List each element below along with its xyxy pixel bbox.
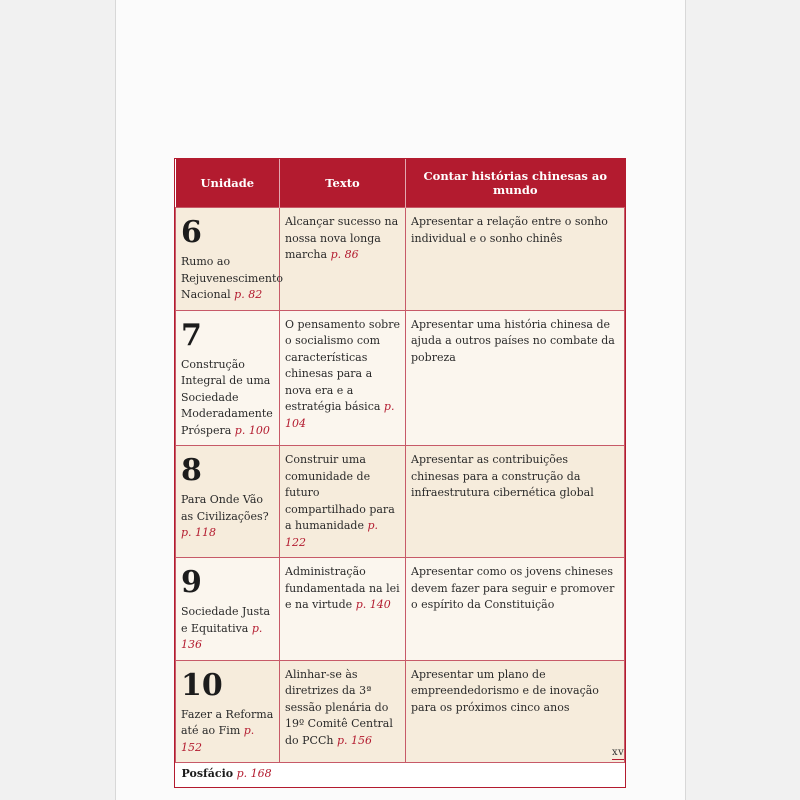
- unit-page-link[interactable]: p. 136: [181, 621, 263, 651]
- contents-table: [174, 158, 626, 788]
- text-title: Alcançar sucesso na nossa nova longa marcha: [285, 215, 399, 261]
- story-cell: Apresentar uma história chinesa de ajuda a outros países no combate da pobreza: [406, 310, 625, 446]
- text-page-link[interactable]: p. 104: [285, 400, 395, 430]
- story-cell: Apresentar como os jovens chineses devem fazer para seguir e promover o espírito da Constituição: [406, 558, 625, 661]
- unit-number: 6: [181, 215, 202, 250]
- unit-cell: [176, 446, 280, 558]
- unit-cell: [176, 208, 283, 311]
- unit-page-link[interactable]: p. 100: [234, 423, 270, 437]
- unit-number: 9: [181, 565, 202, 600]
- text-page-link[interactable]: p. 140: [355, 598, 391, 611]
- unit-cell: [176, 660, 280, 763]
- unit-page-link[interactable]: p. 118: [181, 526, 217, 539]
- unit-title: Para Onde Vão as Civilizações?: [181, 493, 269, 523]
- unit-number: 10: [181, 667, 223, 703]
- header-texto: Texto: [280, 159, 406, 208]
- header-contar-historias: Contar histórias chinesas ao mundo: [406, 159, 625, 208]
- unit-number: 7: [181, 317, 202, 353]
- header-row: [176, 159, 625, 208]
- footer-row: [176, 763, 625, 787]
- text-title: Administração fundamentada na lei e na virtude: [285, 565, 400, 611]
- folio-text: xv: [612, 747, 625, 758]
- unit-title: Sociedade Justa e Equitativa: [181, 605, 271, 635]
- header-unidade: Unidade: [176, 159, 280, 208]
- text-title: O pensamento sobre o socialismo com características chinesas para a nova era e a estratégia básica: [285, 317, 400, 413]
- unit-title: Rumo ao Rejuvenescimento Nacional: [181, 255, 283, 301]
- unit-cell: [176, 310, 280, 446]
- table-row: [176, 310, 625, 446]
- table-row: [176, 660, 625, 763]
- text-cell: [280, 558, 406, 661]
- footer-label: Posfácio: [181, 767, 234, 780]
- unit-number: 8: [181, 453, 202, 488]
- unit-page-link[interactable]: p. 152: [181, 724, 255, 754]
- text-cell: [280, 660, 406, 763]
- text-cell: [280, 208, 406, 311]
- table-row: [176, 558, 625, 661]
- unit-cell: [176, 558, 280, 661]
- text-page-link[interactable]: p. 156: [336, 733, 373, 747]
- footer-cell: [176, 763, 625, 787]
- text-page-link[interactable]: p. 86: [330, 248, 359, 261]
- unit-page-link[interactable]: p. 82: [234, 288, 263, 301]
- story-cell: Apresentar as contribuições chinesas para a construção da infraestrutura cibernética global: [406, 446, 625, 558]
- story-cell: Apresentar um plano de empreendedorismo e de inovação para os próximos cinco anos: [406, 660, 625, 763]
- story-cell: Apresentar a relação entre o sonho individual e o sonho chinês: [406, 208, 625, 311]
- unit-title: Construção Integral de uma Sociedade Moderadamente Próspera: [181, 357, 273, 437]
- text-title: Alinhar-se às diretrizes da 3ª sessão plenária do 19º Comitê Central do PCCh: [285, 667, 393, 747]
- text-page-link[interactable]: p. 122: [285, 519, 379, 549]
- table-row: [176, 446, 625, 558]
- table-row: [176, 208, 625, 311]
- text-cell: [280, 446, 406, 558]
- text-title: Construir uma comunidade de futuro compartilhado para a humanidade: [285, 453, 395, 532]
- text-cell: [280, 310, 406, 446]
- page-number: [612, 747, 624, 758]
- footer-page-link[interactable]: p. 168: [236, 767, 272, 780]
- unit-title: Fazer a Reforma até ao Fim: [181, 707, 274, 737]
